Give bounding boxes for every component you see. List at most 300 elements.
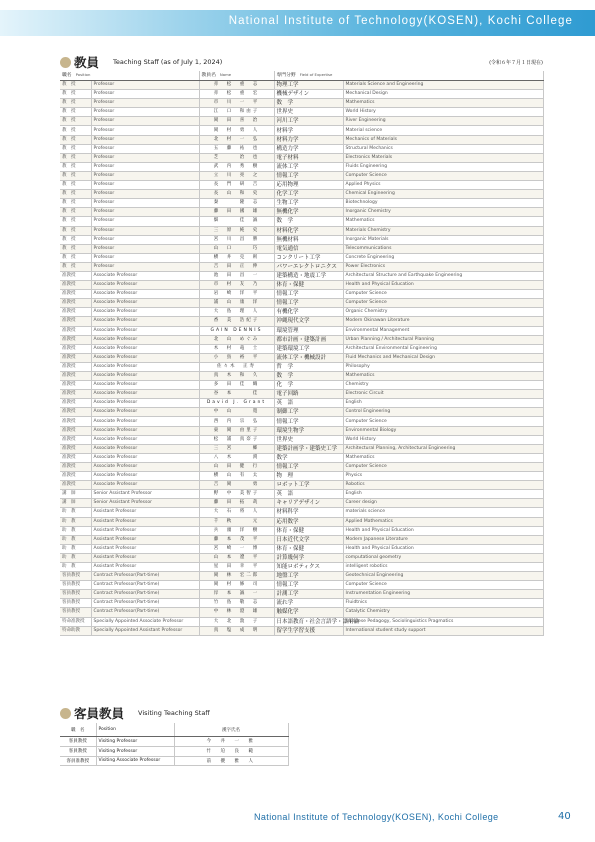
table-row bbox=[60, 746, 288, 756]
field-jp: 体育・保健 bbox=[274, 281, 343, 290]
field-en: Computer Science bbox=[343, 299, 543, 308]
staff-name: 赤 松 重 志 bbox=[199, 81, 274, 90]
position-en: Associate Professor bbox=[91, 326, 199, 335]
position-jp: 教 授 bbox=[60, 217, 91, 226]
position-en: Associate Professor bbox=[91, 462, 199, 471]
staff-name: 横 山 有 太 bbox=[199, 472, 274, 481]
position-jp: 准教授 bbox=[60, 390, 91, 399]
field-jp: 世界史 bbox=[274, 108, 343, 117]
visiting-name: 今 井 一 雅 bbox=[174, 737, 288, 747]
position-jp: 特命准教授 bbox=[60, 617, 91, 626]
field-en: Material science bbox=[343, 126, 543, 135]
staff-name: 畑 佳 誠 bbox=[199, 217, 274, 226]
staff-name: 野 中 美智子 bbox=[199, 490, 274, 499]
table-row bbox=[60, 99, 543, 108]
position-en: Assistant Professor bbox=[91, 526, 199, 535]
field-en: Modern Okinawan Literature bbox=[343, 317, 543, 326]
position-jp: 准教授 bbox=[60, 271, 91, 280]
field-en: Control Engineering bbox=[343, 408, 543, 417]
field-en: Mathematics bbox=[343, 217, 543, 226]
position-en: Associate Professor bbox=[91, 290, 199, 299]
section-subtitle: Teaching Staff (as of July 1, 2024) bbox=[113, 58, 223, 66]
staff-name: 藤 田 拓 哉 bbox=[199, 499, 274, 508]
field-en: Catalytic Chemistry bbox=[343, 608, 543, 617]
position-en: Associate Professor bbox=[91, 362, 199, 371]
teaching-staff-table bbox=[60, 71, 544, 636]
table-row bbox=[60, 617, 543, 626]
field-en: Career design bbox=[343, 499, 543, 508]
field-jp: 構造力学 bbox=[274, 144, 343, 153]
staff-name: 吉 田 正 伸 bbox=[199, 262, 274, 271]
table-row bbox=[60, 299, 543, 308]
position-en: Assistant Professor bbox=[91, 544, 199, 553]
position-jp: 准教授 bbox=[60, 381, 91, 390]
position-en: Associate Professor bbox=[91, 381, 199, 390]
staff-name: 八 木 渕 bbox=[199, 453, 274, 462]
table-row bbox=[60, 599, 543, 608]
table-row bbox=[60, 417, 543, 426]
table-row bbox=[60, 81, 543, 90]
field-en: Fluids Engineering bbox=[343, 162, 543, 171]
field-en: Mechanical Design bbox=[343, 90, 543, 99]
table-row bbox=[60, 390, 543, 399]
position-jp: 准教授 bbox=[60, 281, 91, 290]
field-en: Architectural Structure and Earthquake Engineering bbox=[343, 271, 543, 280]
staff-name: 五 藤 祐 也 bbox=[199, 144, 274, 153]
staff-name: 長 門 研 吉 bbox=[199, 181, 274, 190]
field-en: Concrete Engineering bbox=[343, 253, 543, 262]
staff-name: 兵 頭 洋 樹 bbox=[199, 526, 274, 535]
table-row bbox=[60, 317, 543, 326]
table-row bbox=[60, 217, 543, 226]
field-jp: 世界史 bbox=[274, 435, 343, 444]
table-row bbox=[60, 526, 543, 535]
table-row bbox=[60, 281, 543, 290]
position-en: Specially Appointed Assistant Professor bbox=[91, 626, 199, 635]
position-jp: 教 授 bbox=[60, 108, 91, 117]
field-jp: 電子材料 bbox=[274, 153, 343, 162]
field-en: Fluid Mechanics and Mechanical Design bbox=[343, 353, 543, 362]
staff-name: 西 内 宗 弘 bbox=[199, 417, 274, 426]
field-jp: 環境管理 bbox=[274, 326, 343, 335]
position-jp: 准教授 bbox=[60, 317, 91, 326]
table-row bbox=[60, 362, 543, 371]
field-jp: 英 語 bbox=[274, 399, 343, 408]
position-jp: 客員教授 bbox=[60, 590, 91, 599]
visiting-staff-table bbox=[60, 723, 289, 766]
position-jp: 准教授 bbox=[60, 417, 91, 426]
position-en: Associate Professor bbox=[91, 408, 199, 417]
staff-name: 東 岡 由里子 bbox=[199, 426, 274, 435]
position-jp: 准教授 bbox=[60, 399, 91, 408]
table-row bbox=[60, 372, 543, 381]
position-jp: 教 授 bbox=[60, 253, 91, 262]
staff-name: 藤 本 茂 平 bbox=[199, 535, 274, 544]
field-en: Fluidtnics bbox=[343, 599, 543, 608]
field-jp: パワーエレクトロニクス bbox=[274, 262, 343, 271]
position-en: Associate Professor bbox=[91, 308, 199, 317]
staff-name: 藤 田 國 雄 bbox=[199, 208, 274, 217]
field-en: Computer Science bbox=[343, 171, 543, 180]
staff-name: 中 山 寛 bbox=[199, 408, 274, 417]
field-jp: 情報工学 bbox=[274, 290, 343, 299]
staff-name: 芝 治 也 bbox=[199, 153, 274, 162]
field-jp: 計算幾何学 bbox=[274, 553, 343, 562]
table-row bbox=[60, 162, 543, 171]
field-en: Mathematics bbox=[343, 453, 543, 462]
table-row bbox=[60, 572, 543, 581]
position-en: Professor bbox=[91, 81, 199, 90]
position-en: Contract Professor(Part-time) bbox=[91, 581, 199, 590]
table-row bbox=[60, 181, 543, 190]
position-en: Contract Professor(Part-time) bbox=[91, 572, 199, 581]
field-en: materials science bbox=[343, 508, 543, 517]
staff-name: 岡 田 喜 治 bbox=[199, 117, 274, 126]
position-en: Professor bbox=[91, 181, 199, 190]
field-en: Chemical Engineering bbox=[343, 190, 543, 199]
staff-name: 谷 本 佳 bbox=[199, 390, 274, 399]
field-jp: 無機化学 bbox=[274, 208, 343, 217]
table-row bbox=[60, 481, 543, 490]
table-row bbox=[60, 135, 543, 144]
field-en: River Engineering bbox=[343, 117, 543, 126]
staff-name: 大 石 将 人 bbox=[199, 508, 274, 517]
staff-name: 木 村 竜 士 bbox=[199, 344, 274, 353]
table-row bbox=[60, 444, 543, 453]
position-jp: 客員教授 bbox=[60, 581, 91, 590]
field-en: Physics bbox=[343, 472, 543, 481]
staff-name: GAIN DENNIS bbox=[199, 326, 274, 335]
position-jp: 教 授 bbox=[60, 126, 91, 135]
position-en: Contract Professor(Part-time) bbox=[91, 599, 199, 608]
staff-name: 岡 林 宏二郎 bbox=[199, 572, 274, 581]
position-jp: 准教授 bbox=[60, 472, 91, 481]
position-en: Associate Professor bbox=[91, 399, 199, 408]
staff-name: 小 鳥 裕 平 bbox=[199, 353, 274, 362]
table-row bbox=[60, 535, 543, 544]
staff-name: 赤 松 重 宏 bbox=[199, 90, 274, 99]
field-jp: 体育・保健 bbox=[274, 526, 343, 535]
field-jp: 材料学 bbox=[274, 126, 343, 135]
position-jp: 教 授 bbox=[60, 144, 91, 153]
field-jp: 応用物理 bbox=[274, 181, 343, 190]
field-en: Computer Science bbox=[343, 290, 543, 299]
table-row bbox=[60, 244, 543, 253]
field-en: Mathematics bbox=[343, 99, 543, 108]
field-en: World History bbox=[343, 435, 543, 444]
field-jp: 化学工学 bbox=[274, 190, 343, 199]
field-en: Computer Science bbox=[343, 417, 543, 426]
staff-name: 市 村 友 乃 bbox=[199, 281, 274, 290]
field-jp: 河川工学 bbox=[274, 117, 343, 126]
position-jp: 客員教授 bbox=[60, 608, 91, 617]
staff-name: 松 浦 真奈子 bbox=[199, 435, 274, 444]
field-jp: 情報工学 bbox=[274, 171, 343, 180]
staff-name: 山 口 巧 bbox=[199, 244, 274, 253]
field-jp: 情報工学 bbox=[274, 462, 343, 471]
field-en: Japanese Pedagogy, Sociolinguistics Pragmatics bbox=[343, 617, 543, 626]
field-en: intelligent robotics bbox=[343, 562, 543, 571]
staff-name: 中 林 澄 雄 bbox=[199, 608, 274, 617]
staff-name: 市 川 一 平 bbox=[199, 99, 274, 108]
field-jp: 制御工学 bbox=[274, 408, 343, 417]
position-en: Associate Professor bbox=[91, 344, 199, 353]
staff-name: 江 口 和由子 bbox=[199, 108, 274, 117]
field-jp: 無機材料 bbox=[274, 235, 343, 244]
field-jp: 流体工学・機械設計 bbox=[274, 353, 343, 362]
position-jp: 教 授 bbox=[60, 81, 91, 90]
field-en: Organic Chemistry bbox=[343, 308, 543, 317]
position-jp: 教 授 bbox=[60, 135, 91, 144]
position-jp: 教 授 bbox=[60, 199, 91, 208]
field-jp: 数学 bbox=[274, 453, 343, 462]
staff-name: 山 田 健 行 bbox=[199, 462, 274, 471]
field-en: Computer Science bbox=[343, 462, 543, 471]
table-row bbox=[60, 435, 543, 444]
circle-bullet-icon bbox=[60, 57, 71, 68]
position-jp: 教 授 bbox=[60, 99, 91, 108]
position-jp: 教 授 bbox=[60, 181, 91, 190]
position-jp: 教 授 bbox=[60, 190, 91, 199]
position-en: Professor bbox=[91, 135, 199, 144]
table-row bbox=[60, 308, 543, 317]
staff-name: 多 田 佳 織 bbox=[199, 381, 274, 390]
position-en: Assistant Professor bbox=[91, 517, 199, 526]
section-heading bbox=[60, 54, 222, 70]
table-row bbox=[60, 472, 543, 481]
staff-name: 大 北 敦 子 bbox=[199, 617, 274, 626]
staff-name: 横 井 克 則 bbox=[199, 253, 274, 262]
table-row bbox=[60, 756, 288, 766]
position-en: Assistant Professor bbox=[91, 508, 199, 517]
position-jp: 助 教 bbox=[60, 526, 91, 535]
position-jp: 准教授 bbox=[60, 308, 91, 317]
staff-name: 山 本 遼 平 bbox=[199, 553, 274, 562]
field-en: Structural Mechanics bbox=[343, 144, 543, 153]
staff-name: 長 山 和 史 bbox=[199, 190, 274, 199]
table-row bbox=[60, 737, 288, 747]
staff-name: 北 村 一 弘 bbox=[199, 135, 274, 144]
visiting-header-position-jp: 職 名 bbox=[60, 723, 96, 737]
table-row bbox=[60, 208, 543, 217]
table-row bbox=[60, 499, 543, 508]
field-jp: 数 学 bbox=[274, 99, 343, 108]
position-en: Professor bbox=[91, 126, 199, 135]
position-en: Assistant Professor bbox=[91, 535, 199, 544]
field-en: Philosophy bbox=[343, 362, 543, 371]
field-en: Health and Physical Education bbox=[343, 281, 543, 290]
field-en: Mathematics bbox=[343, 372, 543, 381]
field-jp: 有機化学 bbox=[274, 308, 343, 317]
position-jp: 准教授 bbox=[60, 372, 91, 381]
staff-name: 真 木 和 久 bbox=[199, 372, 274, 381]
field-jp: 建築環境工学 bbox=[274, 344, 343, 353]
field-en: Applied Physics bbox=[343, 181, 543, 190]
field-en: Architectural Planning, Architectural Engineering bbox=[343, 444, 543, 453]
staff-name: 真 塩 成 明 bbox=[199, 626, 274, 635]
field-en: Inorganic Chemistry bbox=[343, 208, 543, 217]
section-title: 教員 bbox=[74, 55, 100, 70]
position-en: Professor bbox=[91, 99, 199, 108]
staff-name: 三 宮 郷 bbox=[199, 444, 274, 453]
position-en: Associate Professor bbox=[91, 317, 199, 326]
staff-name: 竹 島 敬 志 bbox=[199, 599, 274, 608]
visiting-position-en: Visiting Professor bbox=[96, 746, 174, 756]
position-en: Professor bbox=[91, 90, 199, 99]
field-jp: 環境生物学 bbox=[274, 426, 343, 435]
table-row bbox=[60, 171, 543, 180]
staff-name: 池 田 昌 一 bbox=[199, 271, 274, 280]
position-en: Specially Appointed Associate Professor bbox=[91, 617, 199, 626]
position-en: Associate Professor bbox=[91, 444, 199, 453]
table-row bbox=[60, 235, 543, 244]
table-row bbox=[60, 326, 543, 335]
field-en: English bbox=[343, 399, 543, 408]
field-en: Inorganic Materials bbox=[343, 235, 543, 244]
field-en: Telecommunications bbox=[343, 244, 543, 253]
position-en: Professor bbox=[91, 190, 199, 199]
table-row bbox=[60, 581, 543, 590]
table-row bbox=[60, 426, 543, 435]
position-en: Professor bbox=[91, 235, 199, 244]
position-en: Professor bbox=[91, 217, 199, 226]
field-jp: コンクリート工学 bbox=[274, 253, 343, 262]
table-row bbox=[60, 381, 543, 390]
table-row bbox=[60, 253, 543, 262]
staff-name: 星 田 幸 平 bbox=[199, 562, 274, 571]
field-jp: 英 語 bbox=[274, 490, 343, 499]
header-field: 専門分野 Field of Expertise bbox=[274, 71, 543, 81]
field-jp: 日本近代文学 bbox=[274, 535, 343, 544]
staff-name: 浦 山 康 洋 bbox=[199, 299, 274, 308]
field-jp: 化 学 bbox=[274, 381, 343, 390]
field-en: Geotechnical Engineering bbox=[343, 572, 543, 581]
field-en: World History bbox=[343, 108, 543, 117]
field-jp: 建築構造・地震工学 bbox=[274, 271, 343, 280]
field-jp: 電気通信 bbox=[274, 244, 343, 253]
staff-name: 香 美 浩紀子 bbox=[199, 317, 274, 326]
position-jp: 教 授 bbox=[60, 162, 91, 171]
table-row bbox=[60, 117, 543, 126]
position-jp: 講 師 bbox=[60, 499, 91, 508]
visiting-position-jp: 客員教授 bbox=[60, 746, 96, 756]
position-en: Senior Assistant Professor bbox=[91, 499, 199, 508]
position-en: Professor bbox=[91, 153, 199, 162]
table-row bbox=[60, 490, 543, 499]
visiting-name: 前 優 雅 人 bbox=[174, 756, 288, 766]
position-en: Associate Professor bbox=[91, 335, 199, 344]
position-en: Associate Professor bbox=[91, 271, 199, 280]
field-en: Materials Chemistry bbox=[343, 226, 543, 235]
field-jp: 計測工学 bbox=[274, 590, 343, 599]
table-row bbox=[60, 517, 543, 526]
staff-name: 北 山 めぐみ bbox=[199, 335, 274, 344]
table-row bbox=[60, 562, 543, 571]
table-row bbox=[60, 608, 543, 617]
table-row bbox=[60, 335, 543, 344]
position-jp: 准教授 bbox=[60, 362, 91, 371]
field-en: Architectural Environmental Engineering bbox=[343, 344, 543, 353]
position-jp: 准教授 bbox=[60, 408, 91, 417]
position-jp: 准教授 bbox=[60, 444, 91, 453]
staff-name: 佐々木 正寿 bbox=[199, 362, 274, 371]
field-en: Electronics Materials bbox=[343, 153, 543, 162]
field-jp: 日本語教育・社会言語学・語用論 bbox=[274, 617, 343, 626]
position-en: Professor bbox=[91, 199, 199, 208]
position-jp: 准教授 bbox=[60, 353, 91, 362]
staff-name: 宮 崎 一 博 bbox=[199, 544, 274, 553]
field-en: Applied Mathematics bbox=[343, 517, 543, 526]
position-jp: 准教授 bbox=[60, 344, 91, 353]
field-jp: 物 理 bbox=[274, 472, 343, 481]
position-en: Professor bbox=[91, 117, 199, 126]
position-en: Associate Professor bbox=[91, 481, 199, 490]
position-jp: 教 授 bbox=[60, 171, 91, 180]
field-en: Environmental Biology bbox=[343, 426, 543, 435]
table-row bbox=[60, 226, 543, 235]
position-en: Professor bbox=[91, 171, 199, 180]
table-row bbox=[60, 453, 543, 462]
field-en: Materials Science and Engineering bbox=[343, 81, 543, 90]
position-en: Professor bbox=[91, 244, 199, 253]
field-en: computational geometry bbox=[343, 553, 543, 562]
position-jp: 助 教 bbox=[60, 517, 91, 526]
field-en: Power Electronics bbox=[343, 262, 543, 271]
position-jp: 教 授 bbox=[60, 208, 91, 217]
field-jp: ロボット工学 bbox=[274, 481, 343, 490]
field-en: Instrumentation Engineering bbox=[343, 590, 543, 599]
field-jp: 流体工学 bbox=[274, 162, 343, 171]
position-en: Associate Professor bbox=[91, 435, 199, 444]
field-jp: 留学生学習支援 bbox=[274, 626, 343, 635]
table-row bbox=[60, 344, 543, 353]
staff-name: 吉 岡 勇 bbox=[199, 481, 274, 490]
field-en: Urban Planning / Architectural Planning bbox=[343, 335, 543, 344]
field-en: Health and Physical Education bbox=[343, 544, 543, 553]
field-jp: 流れ学 bbox=[274, 599, 343, 608]
field-en: Chemistry bbox=[343, 381, 543, 390]
position-en: Associate Professor bbox=[91, 281, 199, 290]
field-jp: キャリアデザイン bbox=[274, 499, 343, 508]
field-jp: 沖縄現代文学 bbox=[274, 317, 343, 326]
table-row bbox=[60, 399, 543, 408]
field-jp: 材料化学 bbox=[274, 226, 343, 235]
position-en: Professor bbox=[91, 253, 199, 262]
position-en: Professor bbox=[91, 162, 199, 171]
position-jp: 助 教 bbox=[60, 544, 91, 553]
position-jp: 教 授 bbox=[60, 226, 91, 235]
position-jp: 客員教授 bbox=[60, 599, 91, 608]
field-jp: 情報工学 bbox=[274, 299, 343, 308]
position-jp: 准教授 bbox=[60, 326, 91, 335]
table-row bbox=[60, 408, 543, 417]
position-en: Associate Professor bbox=[91, 390, 199, 399]
visiting-header-position-en: Position bbox=[96, 723, 174, 737]
position-jp: 助 教 bbox=[60, 535, 91, 544]
field-jp: 電子回路 bbox=[274, 390, 343, 399]
position-jp: 教 授 bbox=[60, 90, 91, 99]
field-jp: 機械デザイン bbox=[274, 90, 343, 99]
table-row bbox=[60, 153, 543, 162]
field-jp: 体育・保健 bbox=[274, 544, 343, 553]
position-jp: 助 教 bbox=[60, 553, 91, 562]
position-jp: 准教授 bbox=[60, 435, 91, 444]
table-row bbox=[60, 590, 543, 599]
table-row bbox=[60, 262, 543, 271]
position-en: Associate Professor bbox=[91, 372, 199, 381]
table-header-row bbox=[60, 71, 543, 81]
table-row bbox=[60, 90, 543, 99]
